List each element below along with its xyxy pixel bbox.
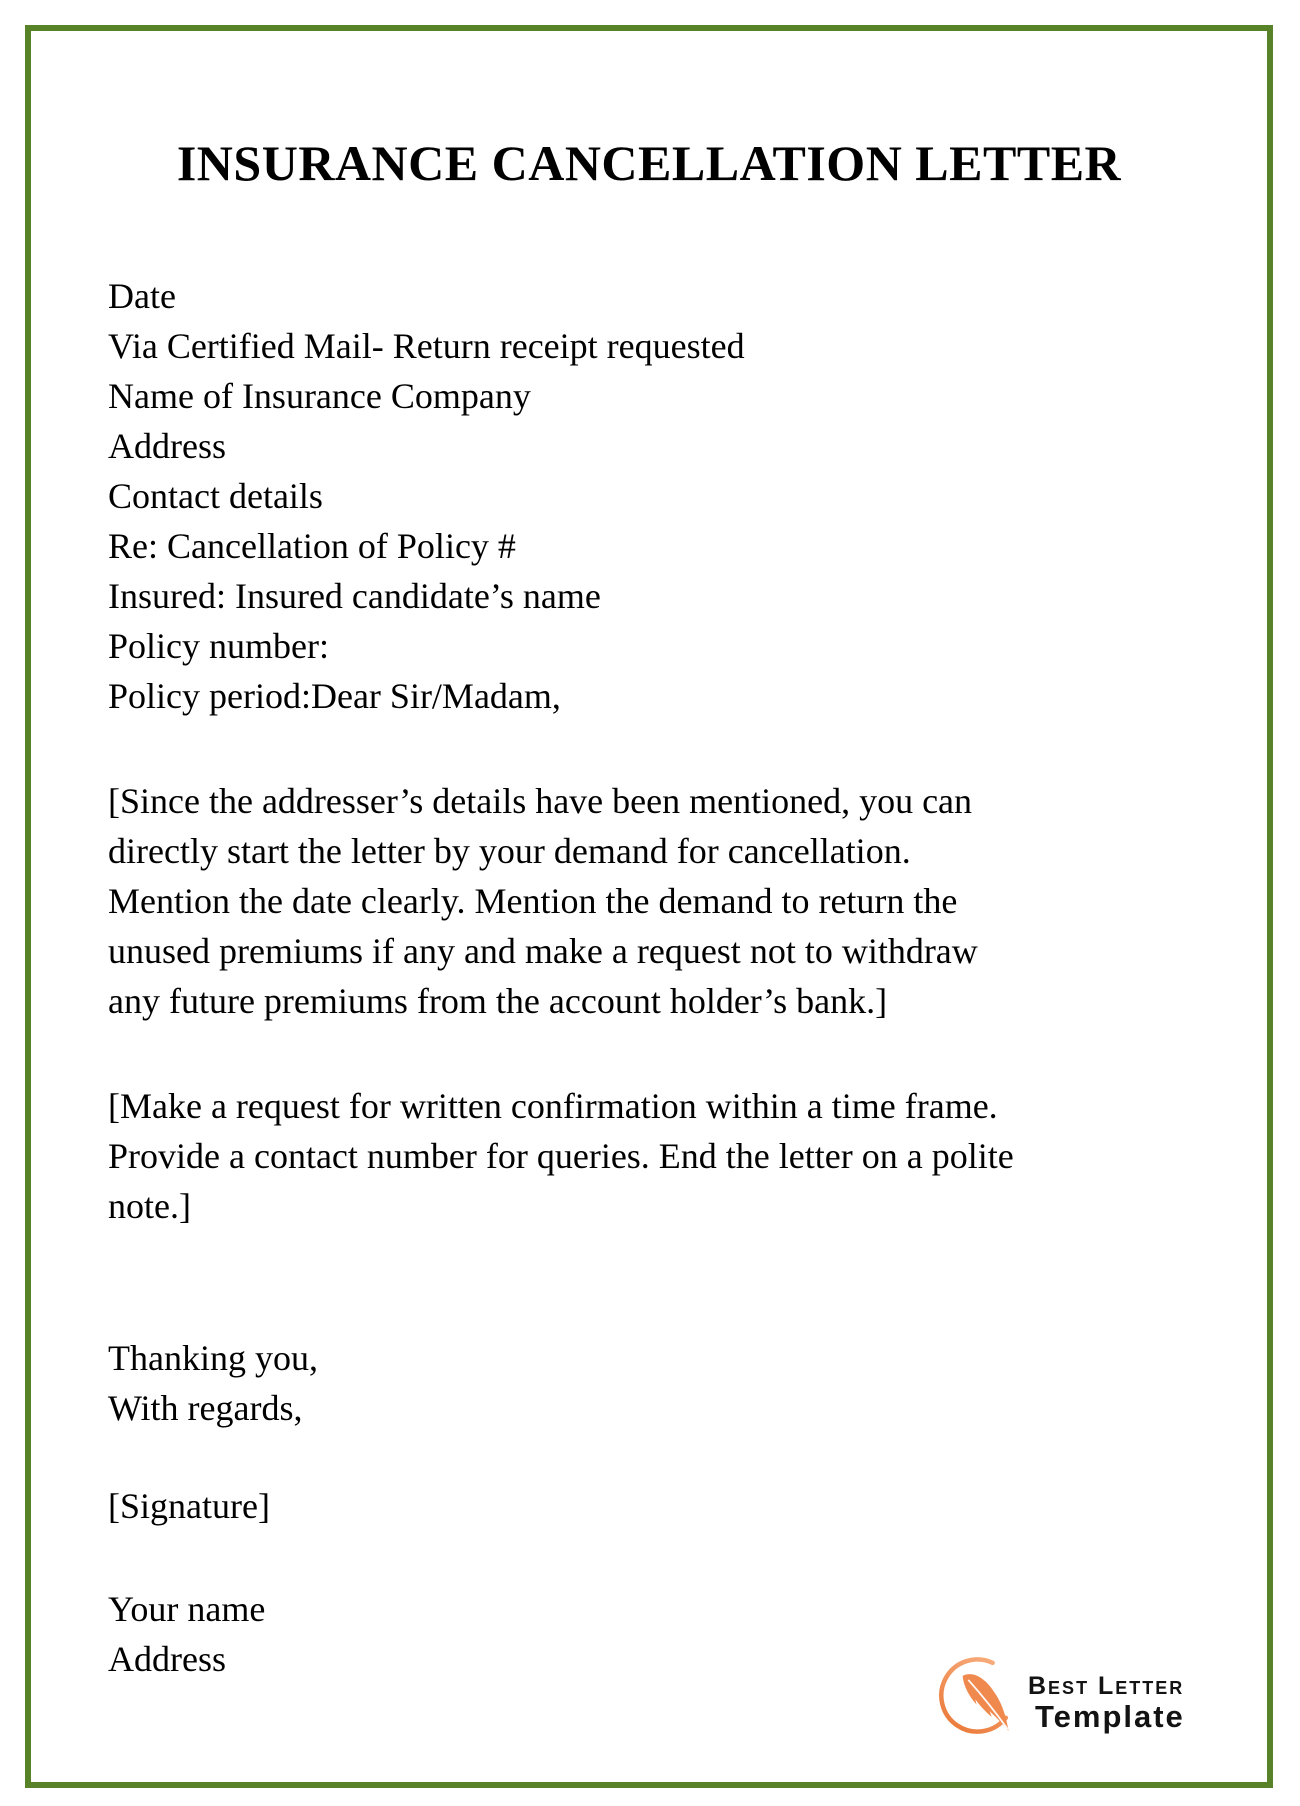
letter-line-policy-period-salutation: Policy period:Dear Sir/Madam, (108, 676, 561, 716)
paragraph-line: [Make a request for written confirmation within a time frame. (108, 1086, 998, 1126)
letter-line-via-mail: Via Certified Mail- Return receipt requested (108, 326, 745, 366)
letter-line-contact-details: Contact details (108, 476, 323, 516)
logo-text-line1: Best Letter (1028, 1671, 1185, 1700)
letter-line-address: Address (108, 426, 226, 466)
page-title: INSURANCE CANCELLATION LETTER (176, 135, 1122, 191)
sender-address: Address (108, 1639, 226, 1679)
letter-line-date: Date (108, 276, 176, 316)
logo-text-line2: Template (1035, 1698, 1185, 1734)
letter-sender-block (108, 1584, 1068, 1684)
feather-in-circle-icon (938, 1650, 1020, 1746)
sender-name: Your name (108, 1589, 266, 1629)
letter-header-block (108, 271, 1068, 721)
best-letter-template-logo (938, 1650, 1185, 1746)
closing-line-regards: With regards, (108, 1388, 303, 1428)
letter-closing-thanks (108, 1333, 1068, 1433)
letter-line-policy-number: Policy number: (108, 626, 329, 666)
logo-wordmark (1028, 1663, 1185, 1734)
paragraph-line: Mention the date clearly. Mention the demand to return the (108, 881, 958, 921)
paragraph-line: [Since the addresser’s details have been mentioned, you can (108, 781, 973, 821)
signature-placeholder: [Signature] (108, 1486, 270, 1526)
letter-line-re-policy: Re: Cancellation of Policy # (108, 526, 516, 566)
letter-paragraph-1 (108, 776, 1068, 1026)
letter-paragraph-2 (108, 1081, 1068, 1231)
letter-line-insured: Insured: Insured candidate’s name (108, 576, 601, 616)
paragraph-line: directly start the letter by your demand for cancellation. (108, 831, 911, 871)
closing-line-thanking: Thanking you, (108, 1338, 318, 1378)
paragraph-line: Provide a contact number for queries. End the letter on a polite (108, 1136, 1014, 1176)
paragraph-line: unused premiums if any and make a request not to withdraw (108, 931, 978, 971)
letter-line-company-name: Name of Insurance Company (108, 376, 531, 416)
paragraph-line: any future premiums from the account holder’s bank.] (108, 981, 888, 1021)
letter-signature-block (108, 1481, 1068, 1531)
paragraph-line: note.] (108, 1186, 191, 1226)
